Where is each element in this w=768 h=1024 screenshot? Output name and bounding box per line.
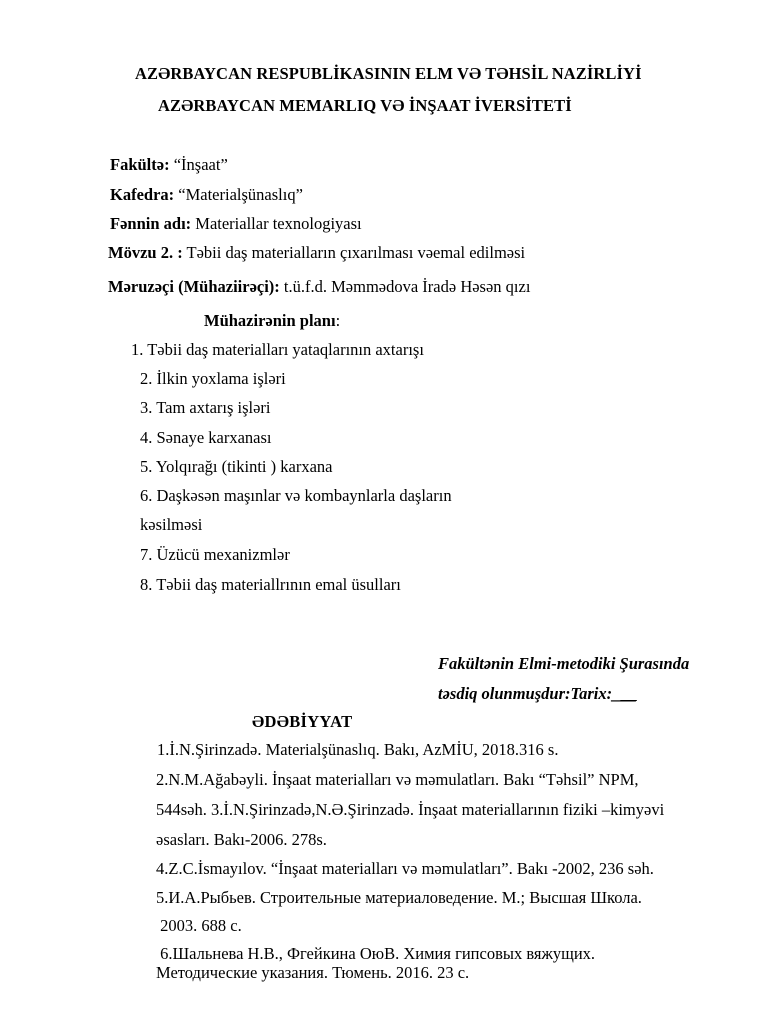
lecturer-value: t.ü.f.d. Məmmədova İradə Həsən qızı: [279, 277, 531, 296]
subject-line: [110, 216, 362, 233]
approval-line-2: [438, 686, 637, 703]
approval-line-1: Fakültənin Elmi-metodiki Şurasında: [438, 654, 690, 673]
plan-title: Mühazirənin planı: [204, 311, 336, 330]
plan-item: 2. İlkin yoxlama işləri: [140, 369, 286, 388]
literature-line: 4.Z.C.İsmayılov. “İnşaat materialları və məmulatları”. Bakı -2002, 236 səh.: [156, 859, 654, 878]
literature-title: ƏDƏBİYYAT: [252, 712, 353, 731]
department-line: [110, 187, 303, 204]
literature-line: 544səh. 3.İ.N.Şirinzadə,N.Ə.Şirinzadə. İnşaat materiallarının fiziki –kimyəvi: [156, 800, 665, 819]
literature-line: 5.И.А.Рыбьев. Строительные материаловедение. М.; Высшая Школа.: [156, 888, 642, 907]
plan-item: 8. Təbii daş materiallrının emal üsulları: [140, 575, 401, 594]
literature-line: əsasları. Bakı-2006. 278s.: [156, 830, 327, 849]
approval-text: təsdiq olunmuşdur:Tarix:_: [438, 684, 621, 703]
literature-line: 6.Шальнева Н.В., Фгейкина ОюВ. Химия гипсовых вяжущих.: [156, 944, 596, 963]
plan-item: 5. Yolqırağı (tikinti ) karxana: [140, 457, 333, 476]
topic-value: Təbii daş materialların çıxarılması vəemal edilməsi: [182, 243, 526, 262]
university-title: AZƏRBAYCAN MEMARLIQ VƏ İNŞAAT İVERSİTETİ: [158, 96, 572, 115]
literature-line: Методические указания. Тюмень. 2016. 23 с.: [156, 963, 470, 982]
plan-item: 1. Təbii daş materialları yataqlarının axtarışı: [131, 340, 424, 359]
subject-value: Materiallar texnologiyası: [191, 214, 362, 233]
faculty-line: [110, 157, 228, 174]
faculty-label: Fakültə:: [110, 155, 170, 174]
plan-title-suffix: :: [335, 311, 341, 330]
plan-heading: [204, 313, 340, 330]
department-label: Kafedra:: [110, 185, 175, 204]
lecturer-label: Məruzəçi (Mühaziirəçi):: [108, 277, 280, 296]
faculty-value: “İnşaat”: [169, 155, 228, 174]
plan-item: 4. Sənaye karxanası: [140, 428, 272, 447]
plan-item: 7. Üzücü mexanizmlər: [140, 545, 290, 564]
plan-item: kəsilməsi: [140, 515, 203, 534]
ministry-title: AZƏRBAYCAN RESPUBLİKASININ ELM VƏ TƏHSİL NAZİRLİYİ: [135, 64, 642, 83]
lecturer-line: [108, 279, 530, 296]
subject-label: Fənnin adı:: [110, 214, 192, 233]
literature-line: 1.İ.N.Şirinzadə. Materialşünaslıq. Bakı, AzMİU, 2018.316 s.: [157, 740, 559, 759]
literature-line: 2.N.M.Ağabəyli. İnşaat materialları və məmulatları. Bakı “Təhsil” NPM,: [156, 770, 639, 789]
topic-line: [108, 245, 525, 262]
plan-item: 3. Tam axtarış işləri: [140, 398, 271, 417]
plan-item: 6. Daşkəsən maşınlar və kombaynlarla daşların: [140, 486, 452, 505]
topic-label: Mövzu 2. :: [108, 243, 183, 262]
department-value: “Materialşünaslıq”: [174, 185, 303, 204]
approval-date-blank: __: [620, 684, 637, 703]
literature-line: 2003. 688 с.: [156, 916, 242, 935]
